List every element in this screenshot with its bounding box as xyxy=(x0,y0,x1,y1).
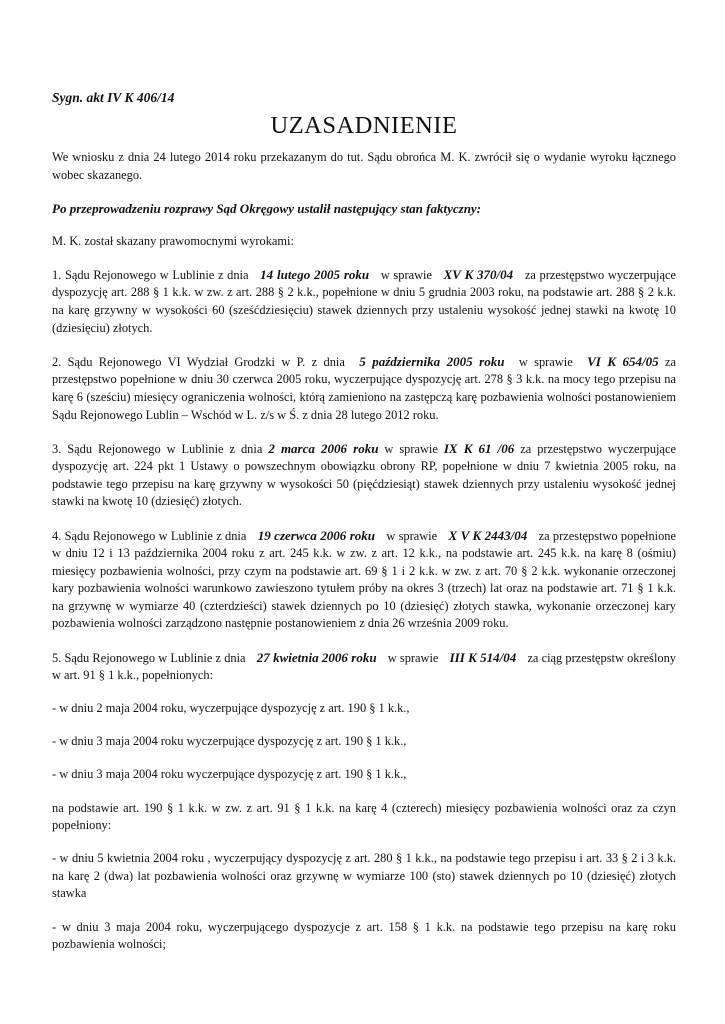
convicted-line: M. K. został skazany prawomocnymi wyrokami: xyxy=(52,233,294,248)
judgment-item xyxy=(52,649,676,685)
findings-lead: Po przeprowadzeniu rozprawy Sąd Okręgowy ustalił następujący stan faktyczny: xyxy=(52,200,482,216)
judgment-item xyxy=(52,527,676,634)
judgment-prefix: 2. Sądu Rejonowego VI Wydział Grodzki w P. z dnia xyxy=(52,354,345,369)
judgment-case-word: w sprawie xyxy=(384,441,438,456)
offence-line: - w dniu 3 maja 2004 roku wyczerpujące dyspozycję z art. 190 § 1 k.k., xyxy=(52,767,407,782)
judgment-date: 2 marca 2006 roku xyxy=(268,440,379,456)
judgment-case-number: III K 514/04 xyxy=(449,649,517,665)
judgment-details: za przestępstwo wyczerpujące dyspozycję art. 288 § 1 k.k. w zw. z art. 288 § 2 k.k., popełnione w dniu 5 grudnia 2003 roku, na podstawie art. 288 § 2 k.k. na karę grzywny w wysokości 60 (sześćdziesięciu) stawek dziennych przy ustaleniu wysokość jednej stawki na kwotę 10 (dziesięciu) złotych. xyxy=(52,267,676,335)
judgment-case-word: w sprawie xyxy=(387,650,439,665)
judgment-details: za przestępstwo popełnione w dniu 12 i 13 października 2004 roku z art. 245 k.k. w zw. z art. 12 k.k., na podstawie art. 245 k.k. na karę 8 (ośmiu) miesięcy pozbawienia wolności, przy czym na podstawie art. 69 § 1 i 2 k.k. w zw. z art. 70 § 2 k.k. wykonanie orzeczonej kary pozbawienia wolności warunkowo zawieszono tytułem próby na okres 3 (trzech) lat oraz na podstawie art. 71 § 1 k.k. na grzywnę w wymiarze 40 (czterdzieści) stawek dziennych po 10 (dziesięć) złotych stawka, wykonanie orzeczonej kary pozbawienia wolności zarządzono następnie postanowieniem z dnia 26 września 2009 roku. xyxy=(52,528,676,631)
offence-line: - w dniu 2 maja 2004 roku, wyczerpujące dyspozycję z art. 190 § 1 k.k., xyxy=(52,701,410,716)
judgment-case-word: w sprawie xyxy=(518,354,573,369)
judgment-prefix: 4. Sądu Rejonowego w Lublinie z dnia xyxy=(52,528,247,543)
judgment-date: 14 lutego 2005 roku xyxy=(260,266,370,282)
judgment-prefix: 1. Sądu Rejonowego w Lublinie z dnia xyxy=(52,267,249,282)
judgment-case-number: XV K 370/04 xyxy=(443,266,514,282)
judgment-date: 5 października 2005 roku xyxy=(359,353,505,369)
judgment-prefix: 5. Sądu Rejonowego w Lublinie z dnia xyxy=(52,650,246,665)
judgment-details: za ciąg przestępstw określony w art. 91 § 1 k.k., popełnionych: xyxy=(52,650,676,683)
offence-line: - w dniu 3 maja 2004 roku, wyczerpującego dyspozycje z art. 158 § 1 k.k. na podstawie tego przepisu na karę roku pozbawienia wolności; xyxy=(52,919,676,952)
judgment-case-word: w sprawie xyxy=(380,267,432,282)
judgment-case-word: w sprawie xyxy=(386,528,438,543)
judgment-item xyxy=(52,353,676,424)
intro-paragraph: We wniosku z dnia 24 lutego 2014 roku przekazanym do tut. Sądu obrońca M. K. zwrócił się o wydanie wyroku łącznego wobec skazanego. xyxy=(52,150,676,182)
judgment-prefix: 3. Sądu Rejonowego w Lublinie z dnia xyxy=(52,441,263,456)
judgment-details: za przestępstwo popełnione w dniu 30 czerwca 2005 roku, wyczerpujące dyspozycję art. 278 § 3 k.k. na mocy tego przepisu na karę 6 (sześciu) miesięcy ograniczenia wolności, którą zamieniono na zastępczą karę pozbawienia wolności postanowieniem Sądu Rejonowego Lublin – Wschód w L. z/s w Ś. z dnia 28 lutego 2012 roku. xyxy=(52,354,676,422)
judgment-case-number: IX K 61 /06 xyxy=(443,440,515,456)
document-page xyxy=(52,90,676,969)
offence-line: - w dniu 3 maja 2004 roku wyczerpujące dyspozycję z art. 190 § 1 k.k., xyxy=(52,734,407,749)
case-signature: Sygn. akt IV K 406/14 xyxy=(52,90,175,105)
judgment-case-number: VI K 654/05 xyxy=(587,353,659,369)
sentence-paragraph: na podstawie art. 190 § 1 k.k. w zw. z art. 91 § 1 k.k. na karę 4 (czterech) miesięcy pozbawienia wolności oraz za czyn popełniony: xyxy=(52,800,676,833)
document-title: UZASADNIENIE xyxy=(270,112,458,139)
offence-line: - w dniu 5 kwietnia 2004 roku , wyczerpujący dyspozycję z art. 280 § 1 k.k., na podstawie tego przepisu i art. 33 § 2 i 3 k.k. na karę 2 (dwa) lat pozbawienia wolności oraz grzywnę w wymiarze 100 (sto) stawek dziennych po 10 (dziesięć) złotych stawka xyxy=(52,851,676,901)
judgment-case-number: X V K 2443/04 xyxy=(448,527,528,543)
judgment-item xyxy=(52,266,676,337)
judgment-date: 19 czerwca 2006 roku xyxy=(257,527,375,543)
judgment-item xyxy=(52,440,676,511)
judgment-details: za przestępstwo wyczerpujące dyspozycję art. 224 pkt 1 Ustawy o powszechnym obowiązku obrony RP, popełnione w dniu 7 kwietnia 2005 roku, na podstawie tego przepisu na karę grzywny w wysokości 50 (pięćdziesiąt) stawek dziennych przy ustaleniu wysokość jednej stawki na kwotę 10 (dziesięć) złotych. xyxy=(52,441,677,509)
judgment-date: 27 kwietnia 2006 roku xyxy=(256,649,377,665)
